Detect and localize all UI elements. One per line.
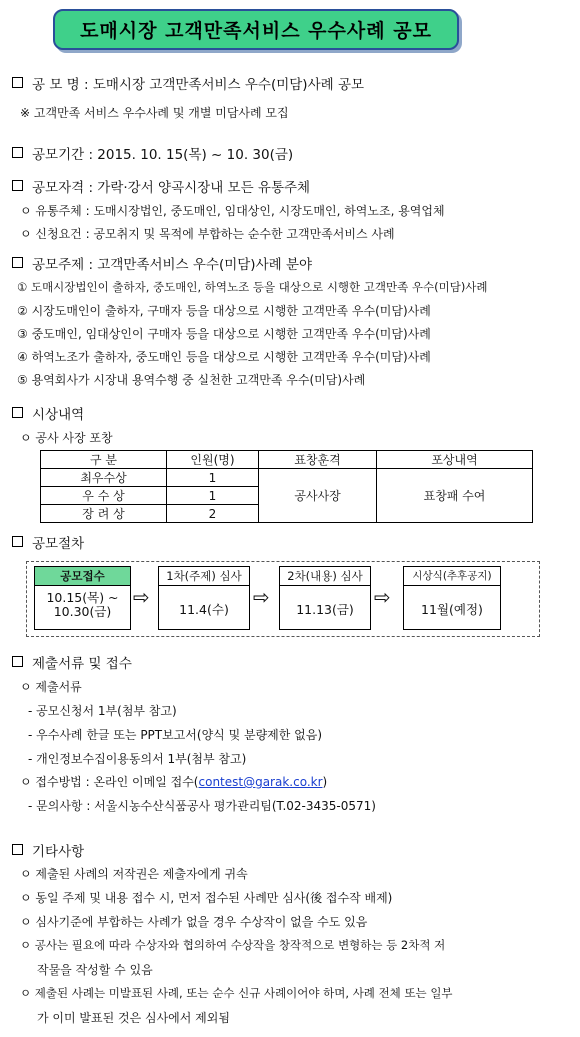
awards-sub: ㅇ 공사 사장 포창 — [20, 431, 113, 445]
table-header-row — [41, 451, 533, 469]
contact-info: - 문의사항 : 서울시농수산식품공사 평가관리팀(T.02-3435-0571) — [28, 799, 376, 813]
section-period-label: 공모기간 : 2015. 10. 15(목) ~ 10. 30(금) — [32, 147, 294, 163]
step-ceremony — [403, 566, 501, 630]
etc-item: ㅇ 심사기준에 부합하는 사례가 없을 경우 수상작이 없을 수도 있음 — [20, 915, 368, 929]
eligibility-item: ㅇ 신청요건 : 공모취지 및 목적에 부합하는 순수한 고객만족서비스 사례 — [20, 227, 395, 241]
checkbox-bullet-icon — [12, 180, 23, 191]
checkbox-bullet-icon — [12, 844, 23, 855]
checkbox-bullet-icon — [12, 77, 23, 88]
award-name: 최우수상 — [41, 469, 167, 487]
award-prize: 표창패 수여 — [377, 469, 533, 523]
step-date: 11.4(수) — [179, 602, 229, 617]
topic-item: ④ 하역노조가 출하자, 중도매인 등을 대상으로 시행한 고객만족 우수(미담)사례 — [17, 350, 431, 364]
doc-item: - 개인정보수집이용동의서 1부(첨부 참고) — [28, 752, 247, 766]
section-eligibility — [12, 176, 310, 196]
step-head: 공모접수 — [35, 567, 130, 586]
checkbox-bullet-icon — [12, 147, 23, 158]
method-prefix: ㅇ 접수방법 : 온라인 이메일 접수( — [20, 775, 199, 789]
topic-item: ① 도매시장법인이 출하자, 중도매인, 하역노조 등을 대상으로 시행한 고객만족 우수(미담)사례 — [17, 280, 488, 294]
step-date: 10.15(목) ~ — [46, 590, 119, 605]
award-count: 2 — [167, 505, 259, 523]
section-awards-label: 시상내역 — [32, 407, 85, 423]
doc-item: - 공모신청서 1부(첨부 참고) — [28, 704, 177, 718]
submission-method — [20, 773, 327, 790]
step-date: 11월(예정) — [421, 602, 483, 617]
section-etc-label: 기타사항 — [32, 844, 85, 860]
checkbox-bullet-icon — [12, 407, 23, 418]
arrow-right-icon: ⇨ — [133, 585, 150, 609]
section-topic-label: 공모주제 : 고객만족서비스 우수(미담)사례 분야 — [32, 257, 313, 273]
eligibility-item: ㅇ 유통주체 : 도매시장법인, 중도매인, 임대상인, 시장도매인, 하역노조, 용역업체 — [20, 204, 445, 218]
checkbox-bullet-icon — [12, 257, 23, 268]
etc-item: ㅇ 공사는 필요에 따라 수상자와 협의하여 수상작을 창작적으로 변형하는 등 2차적 저 — [20, 938, 446, 952]
email-link[interactable]: contest@garak.co.kr — [198, 775, 323, 789]
section-submission-label: 제출서류 및 접수 — [32, 656, 132, 672]
etc-item-cont: 작물을 작성할 수 있음 — [37, 963, 153, 977]
step-date: 10.30(금) — [53, 604, 112, 619]
award-name: 우 수 상 — [41, 487, 167, 505]
award-count: 1 — [167, 469, 259, 487]
checkbox-bullet-icon — [12, 536, 23, 547]
doc-item: - 우수사례 한글 또는 PPT보고서(양식 및 분량제한 없음) — [28, 728, 323, 742]
awards-table — [40, 450, 533, 523]
section-period — [12, 143, 293, 163]
table-header: 인원(명) — [167, 451, 259, 469]
step-head: 시상식(추후공지) — [404, 567, 500, 586]
table-header: 구 분 — [41, 451, 167, 469]
step-first-review — [158, 566, 250, 630]
arrow-right-icon: ⇨ — [374, 585, 391, 609]
section-process — [12, 532, 84, 552]
section-process-label: 공모절차 — [32, 536, 85, 552]
docs-title: ㅇ 제출서류 — [20, 680, 82, 694]
section-etc — [12, 840, 84, 860]
etc-item: ㅇ 제출된 사례는 미발표된 사례, 또는 순수 신규 사례이어야 하며, 사례 전체 또는 일부 — [20, 986, 453, 1000]
method-suffix: ) — [322, 775, 328, 789]
recruit-note: ※ 고객만족 서비스 우수사례 및 개별 미담사례 모집 — [20, 106, 289, 120]
section-name — [12, 73, 364, 93]
step-second-review — [279, 566, 371, 630]
section-topic — [12, 253, 312, 273]
page-title: 도매시장 고객만족서비스 우수사례 공모 — [53, 9, 459, 50]
award-count: 1 — [167, 487, 259, 505]
step-head: 1차(주제) 심사 — [159, 567, 249, 586]
etc-item: ㅇ 제출된 사례의 저작권은 제출자에게 귀속 — [20, 867, 248, 881]
section-name-label: 공 모 명 : 도매시장 고객만족서비스 우수(미담)사례 공모 — [32, 77, 365, 93]
topic-item: ② 시장도매인이 출하자, 구매자 등을 대상으로 시행한 고객만족 우수(미담)사례 — [17, 304, 431, 318]
process-flow — [26, 561, 540, 637]
step-date: 11.13(금) — [296, 602, 354, 617]
step-receipt — [34, 566, 131, 630]
arrow-right-icon: ⇨ — [253, 585, 270, 609]
etc-item-cont: 가 이미 발표된 것은 심사에서 제외됨 — [37, 1011, 230, 1025]
section-eligibility-label: 공모자격 : 가락·강서 양곡시장내 모든 유통주체 — [32, 180, 311, 196]
topic-item: ⑤ 용역회사가 시장내 용역수행 중 실천한 고객만족 우수(미담)사례 — [17, 373, 366, 387]
award-name: 장 려 상 — [41, 505, 167, 523]
section-submission — [12, 652, 132, 672]
checkbox-bullet-icon — [12, 656, 23, 667]
etc-item: ㅇ 동일 주제 및 내용 접수 시, 먼저 접수된 사례만 심사(後 접수작 배제) — [20, 891, 393, 905]
step-head: 2차(내용) 심사 — [280, 567, 370, 586]
topic-item: ③ 중도매인, 임대상인이 구매자 등을 대상으로 시행한 고객만족 우수(미담)사례 — [17, 327, 431, 341]
award-grade: 공사사장 — [259, 469, 377, 523]
table-row — [41, 469, 533, 487]
section-awards — [12, 403, 84, 423]
table-header: 포상내역 — [377, 451, 533, 469]
table-header: 표창훈격 — [259, 451, 377, 469]
